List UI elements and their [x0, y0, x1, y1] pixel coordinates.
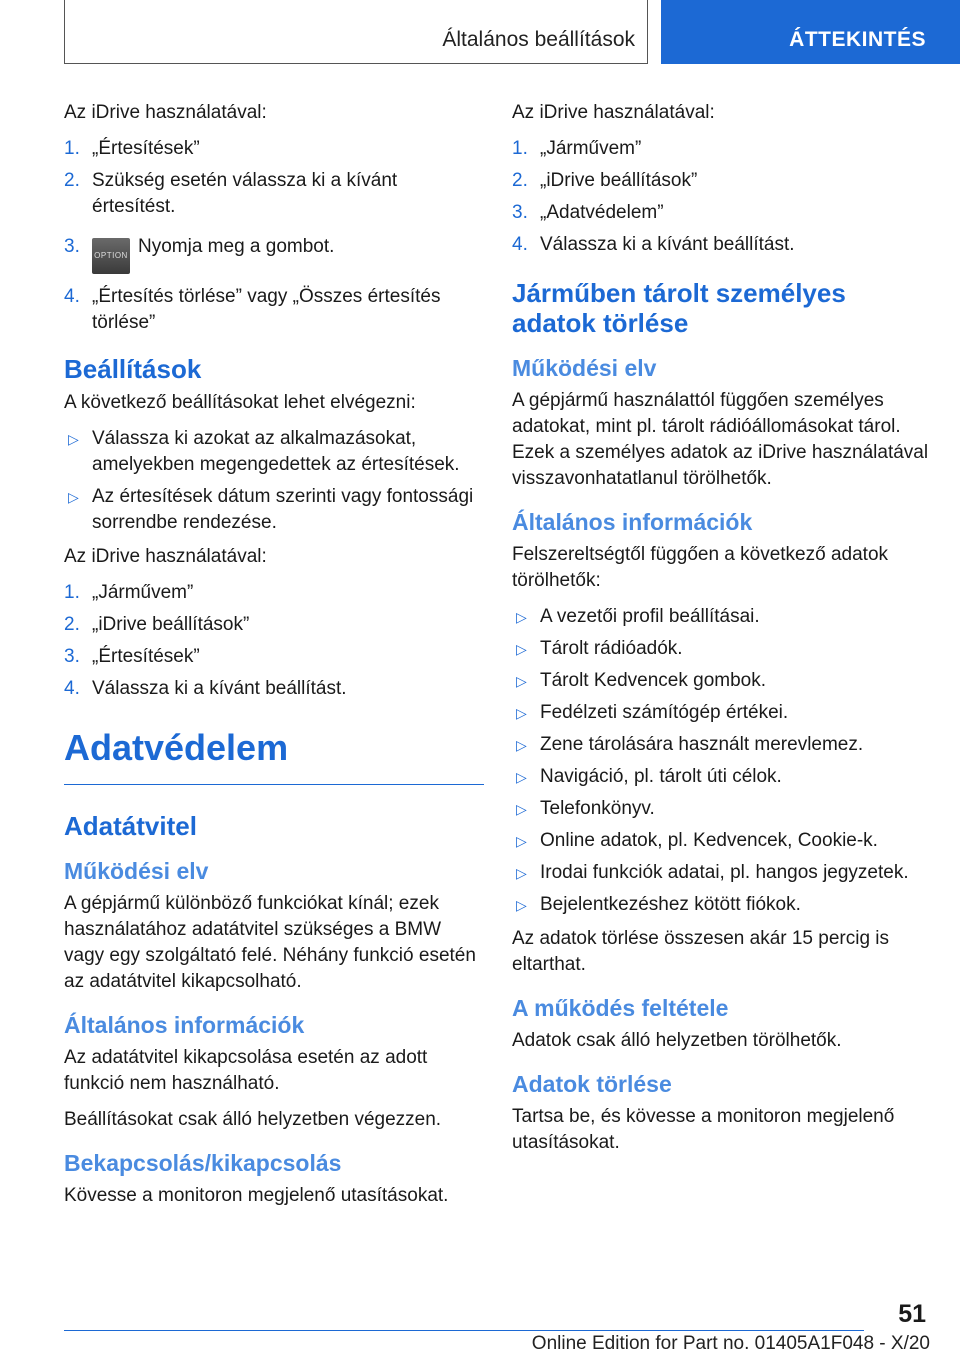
list-item: ▷ Irodai funkciók adatai, pl. hangos jegyzetek.: [512, 860, 932, 886]
list-item: ▷ A vezetői profil beállításai.: [512, 604, 932, 630]
list-item: 3. „Adatvédelem”: [512, 202, 664, 223]
page-number: 51: [898, 1300, 926, 1328]
option-button-icon: OPTION: [92, 238, 130, 274]
list-item: ▷ Online adatok, pl. Kedvencek, Cookie-k.: [512, 828, 932, 854]
left-column: [64, 100, 484, 1219]
general-text-1: Az adatátvitel kikapcsolása esetén az adott funkció nem használható.: [64, 1047, 428, 1094]
data-bullets: [512, 604, 932, 918]
steps-list: [512, 136, 932, 258]
triangle-bullet-icon: ▷: [516, 673, 527, 689]
list-item: 3. OPTION Nyomja meg a gombot.: [64, 234, 484, 274]
list-item: 4. Válassza ki a kívánt beállítást.: [64, 678, 347, 699]
list-item: ▷ Az értesítések dátum szerinti vagy fontossági sorrendbe rendezése.: [68, 486, 474, 533]
intro-text: Az iDrive használatával:: [64, 102, 267, 123]
duration-text: Az adatok törlése összesen akár 15 percig is eltarthat.: [512, 928, 890, 975]
general-heading: Általános információk: [512, 509, 753, 535]
list-item: ▷ Tárolt rádióadók.: [512, 636, 932, 662]
steps-list-2: [64, 580, 484, 702]
general-heading: Általános információk: [64, 1012, 305, 1038]
principle-heading: Működési elv: [64, 858, 209, 884]
list-item: ▷ Telefonkönyv.: [512, 796, 932, 822]
triangle-bullet-icon: ▷: [516, 641, 527, 657]
triangle-bullet-icon: ▷: [516, 705, 527, 721]
triangle-bullet-icon: ▷: [516, 609, 527, 625]
list-item: 4. „Értesítés törlése” vagy „Összes értesítés törlése”: [64, 286, 441, 333]
intro-text-2: Az iDrive használatával:: [64, 546, 267, 567]
list-item: 2. „iDrive beállítások”: [512, 170, 698, 191]
triangle-bullet-icon: ▷: [68, 489, 79, 505]
list-item: ▷ Zene tárolására használt merevlemez.: [512, 732, 932, 758]
list-item: ▷ Tárolt Kedvencek gombok.: [512, 668, 932, 694]
list-item: ▷ Bejelentkezéshez kötött fiókok.: [512, 892, 932, 918]
general-text-2: Beállításokat csak álló helyzetben végezzen.: [64, 1109, 442, 1130]
list-item: 1. „Járművem”: [64, 582, 194, 603]
triangle-bullet-icon: ▷: [516, 833, 527, 849]
settings-intro: A következő beállításokat lehet elvégezni:: [64, 392, 416, 413]
condition-heading: A működés feltétele: [512, 995, 729, 1021]
list-item: 3. „Értesítések”: [64, 646, 200, 667]
intro-text: Az iDrive használatával:: [512, 102, 715, 123]
list-item: 1. „Járművem”: [512, 138, 642, 159]
list-item: 2. Szükség esetén válassza ki a kívánt értesítést.: [64, 170, 398, 217]
list-item: 1. „Értesítések”: [64, 138, 200, 159]
list-item: ▷ Fedélzeti számítógép értékei.: [512, 700, 932, 726]
triangle-bullet-icon: ▷: [516, 897, 527, 913]
list-item: ▷ Válassza ki azokat az alkalmazásokat, amelyekben megengedettek az értesítések.: [68, 428, 460, 475]
chapter-tab: [661, 0, 960, 64]
list-item: 2. „iDrive beállítások”: [64, 614, 250, 635]
list-item: ▷ Navigáció, pl. tárolt úti célok.: [512, 764, 932, 790]
triangle-bullet-icon: ▷: [68, 431, 79, 447]
list-item: 4. Válassza ki a kívánt beállítást.: [512, 234, 795, 255]
erase-text: Tartsa be, és kövesse a monitoron megjelenő utasításokat.: [512, 1106, 895, 1153]
erase-heading: Adatok törlése: [512, 1071, 672, 1097]
edition-footer: Online Edition for Part no. 01405A1F048 - X/20: [531, 1333, 930, 1354]
section-tab: [64, 0, 648, 64]
triangle-bullet-icon: ▷: [516, 865, 527, 881]
onoff-text: Kövesse a monitoron megjelenő utasításokat.: [64, 1185, 449, 1206]
principle-heading: Működési elv: [512, 355, 657, 381]
privacy-heading: Adatvédelem: [64, 726, 484, 785]
delete-data-heading: Járműben tárolt személyes adatok törlése: [512, 278, 846, 338]
section-title: Általános beállítások: [442, 28, 635, 51]
condition-text: Adatok csak álló helyzetben törölhetők.: [512, 1030, 842, 1051]
triangle-bullet-icon: ▷: [516, 737, 527, 753]
onoff-heading: Bekapcsolás/kikapcsolás: [64, 1150, 342, 1176]
general-text: Felszereltségtől függően a következő adatok törölhetők:: [512, 544, 889, 591]
settings-heading: Beállítások: [64, 354, 202, 384]
page-header: [0, 0, 960, 66]
right-column: [512, 100, 932, 1166]
principle-text: A gépjármű különböző funkciókat kínál; ezek használatához adatátvitel szükséges a BMW vagy egy szolgáltató felé. Néhány funkció esetén az adatátvitel kikapcsolható.: [64, 893, 476, 992]
transfer-heading: Adatátvitel: [64, 811, 197, 841]
principle-text: A gépjármű használattól függően személyes adatokat, mint pl. tárolt rádióállomásokat tárol. Ezek a személyes adatok az iDrive használatával visszavonhatatlanul törölhetők.: [512, 390, 929, 489]
footer-divider: [64, 1330, 864, 1331]
steps-list-1: [64, 136, 484, 336]
triangle-bullet-icon: ▷: [516, 769, 527, 785]
triangle-bullet-icon: ▷: [516, 801, 527, 817]
chapter-title: ÁTTEKINTÉS: [789, 28, 926, 51]
settings-bullets: [64, 426, 484, 536]
